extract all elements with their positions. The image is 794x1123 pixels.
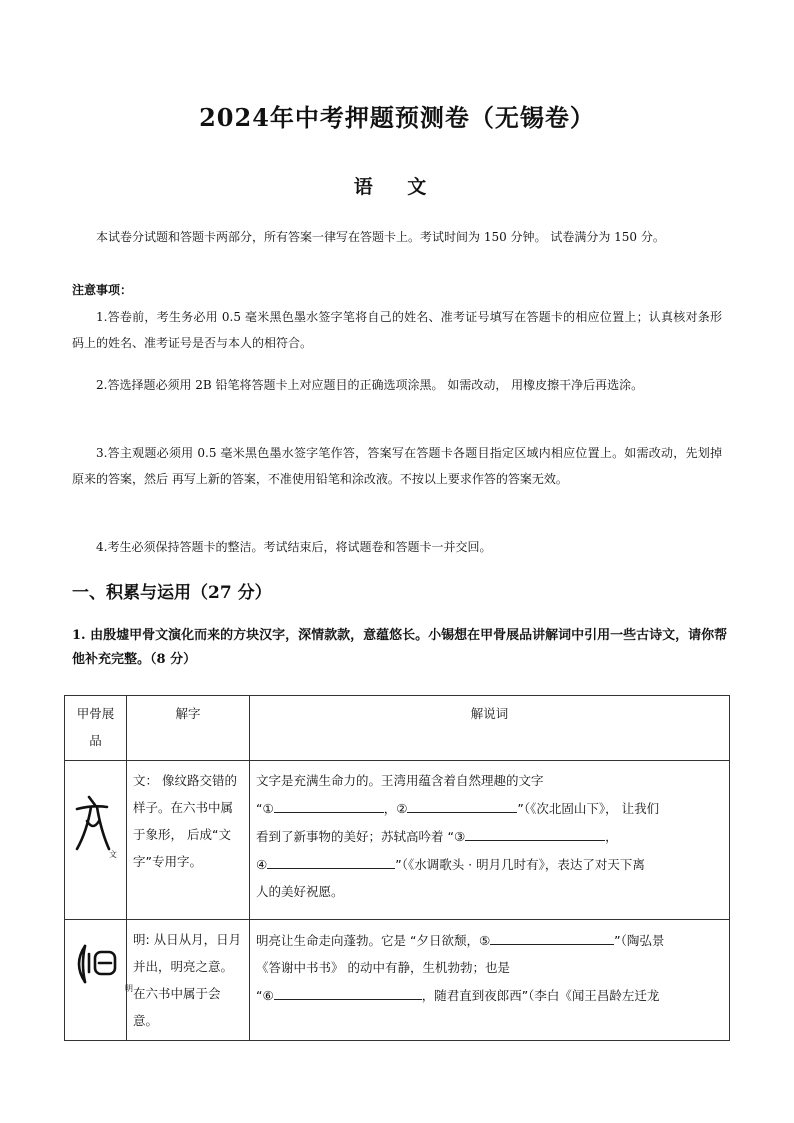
table-header-row (65, 696, 730, 761)
oracle-bone-table (64, 695, 730, 1041)
table-row (65, 761, 730, 920)
text-fragment: ， (605, 829, 618, 844)
exhibit-cell (65, 761, 127, 920)
subject-heading: 语 文 (353, 176, 441, 198)
commentary-cell (250, 761, 730, 920)
fill-blank-5[interactable] (490, 926, 614, 945)
commentary-line: 文字是充满生命力的。王湾用蕴含着自然理趣的文字 (256, 773, 544, 788)
glyph-label: 文 (109, 850, 117, 859)
text-fragment: ”（《水调歌头 · 明月几时有》，表达了对天下离 (395, 857, 645, 872)
fill-blank-3[interactable] (465, 822, 605, 841)
header-jiezi: 解字 (127, 696, 250, 761)
note-item: 3.答主观题必须用 0.5 毫米黑色墨水签字笔作答，答案写在答题卡各题目指定区域内相应位置上。如需改动，先划掉原来的答案，然后 再写上新的答案，不准使用铅笔和涂改液。不按以上要求作答的答案无效。 (72, 446, 722, 486)
notes-title: 注意事项： (72, 283, 133, 297)
exam-intro: 本试卷分试题和答题卡两部分，所有答案一律写在答题卡上。考试时间为 150 分钟。 试卷满分为 150 分。 (96, 230, 665, 244)
fill-blank-4[interactable] (267, 850, 395, 869)
question-1-prompt: 1. 由殷墟甲骨文演化而来的方块汉字，深情款款，意蕴悠长。小锡想在甲骨展品讲解词中引用一些古诗文，请你帮他补充完整。（8 分） (72, 628, 728, 667)
commentary-line (256, 850, 723, 878)
commentary-line (256, 926, 723, 954)
text-fragment: ”（《次北固山下》， 让我们 (517, 801, 660, 816)
text-fragment: 看到了新事物的美好；苏轼高吟着 “③ (256, 829, 466, 844)
section-heading: 一、积累与运用（27 分） (72, 583, 272, 603)
jiezi-cell: 明: 从日从月，日月并出，明亮之意。在六书中属于会意。 (127, 920, 250, 1041)
note-item: 1.答卷前，考生务必用 0.5 毫米黑色墨水签字笔将自己的姓名、准考证号填写在答题卡的相应位置上；认真核对条形码上的姓名、准考证号是否与本人的相符合。 (72, 310, 722, 350)
table-row (65, 920, 730, 1041)
commentary-line: 《答谢中书书》 的动中有静，生机勃勃；也是 (256, 960, 510, 975)
oracle-ming-glyph-icon (71, 942, 121, 986)
note-item: 4.考生必须保持答题卡的整洁。考试结束后，将试题卷和答题卡一并交回。 (96, 540, 492, 554)
exam-title: 2024年中考押题预测卷（无锡卷） (199, 103, 595, 132)
header-commentary: 解说词 (250, 696, 730, 761)
text-fragment: “① (256, 801, 274, 816)
commentary-line (256, 822, 723, 850)
note-item: 2.答选择题必须用 2B 铅笔将答题卡上对应题目的正确选项涂黑。 如需改动， 用橡皮擦干净后再选涂。 (96, 378, 644, 392)
text-fragment: ④ (256, 857, 268, 872)
commentary-line: 人的美好祝愿。 (256, 884, 344, 899)
fill-blank-1[interactable] (274, 794, 384, 813)
commentary-line (256, 981, 723, 1009)
fill-blank-2[interactable] (407, 794, 517, 813)
text-fragment: ”（陶弘景 (614, 933, 665, 948)
commentary-cell (250, 920, 730, 1041)
header-exhibit: 甲骨展品 (65, 696, 127, 761)
jiezi-cell: 文： 像纹路交错的样子。在六书中属于象形， 后成“文字”专用字。 (127, 761, 250, 920)
fill-blank-6[interactable] (274, 981, 422, 1000)
glyph-label: 明 (125, 984, 133, 993)
text-fragment: ，随君直到夜郎西”（李白《闻王昌龄左迁龙 (421, 988, 660, 1003)
commentary-line (256, 794, 723, 822)
text-fragment: 明亮让生命走向蓬勃。它是 “夕日欲颓，⑤ (256, 933, 491, 948)
text-fragment: “⑥ (256, 988, 274, 1003)
text-fragment: ，② (383, 801, 408, 816)
exhibit-cell (65, 920, 133, 1041)
